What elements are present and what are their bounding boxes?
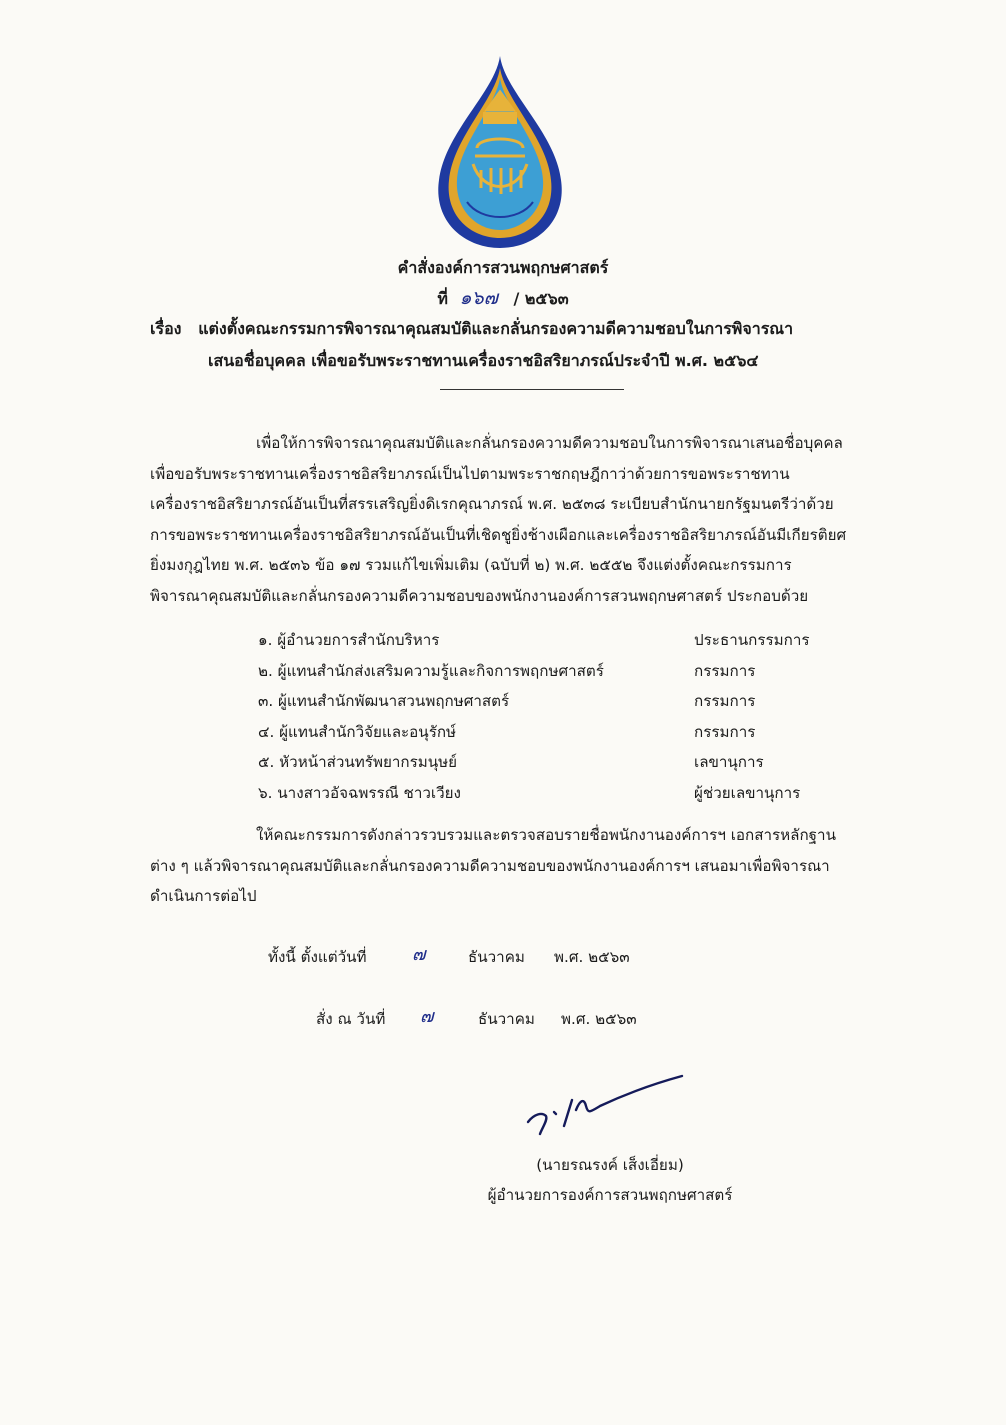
member-role: กรรมการ xyxy=(694,661,756,680)
instruction-paragraph xyxy=(150,820,860,912)
paragraph-line: ยิ่งมงกุฎไทย พ.ศ. ๒๕๓๖ ข้อ ๑๗ รวมแก้ไขเพิ่มเติม (ฉบับที่ ๒) พ.ศ. ๒๕๕๒ จึงแต่งตั้งคณะกรรมการ xyxy=(150,556,792,574)
member-name: ๒. ผู้แทนสำนักส่งเสริมความรู้และกิจการพฤกษศาสตร์ xyxy=(258,661,604,680)
member-role: กรรมการ xyxy=(694,692,756,710)
order-number-handwritten: ๑๖๗ xyxy=(459,287,498,309)
effective-month: ธันวาคม xyxy=(468,948,525,966)
member-role: ประธานกรรมการ xyxy=(694,631,810,649)
subject xyxy=(150,313,870,377)
order-number-prefix: ที่ xyxy=(437,289,448,308)
list-item xyxy=(258,656,858,687)
order-number xyxy=(0,283,1006,313)
paragraph-line: เพื่อขอรับพระราชทานเครื่องราชอิสริยาภรณ์เป็นไปตามพระราชกฤษฎีกาว่าด้วยการขอพระราชทาน xyxy=(150,464,790,483)
effective-day-handwritten: ๗ xyxy=(412,944,426,965)
list-item xyxy=(258,778,858,809)
member-name: ๓. ผู้แทนสำนักพัฒนาสวนพฤกษศาสตร์ xyxy=(258,692,510,710)
subject-label: เรื่อง xyxy=(150,319,182,338)
signer-name: (นายรณรงค์ เส็งเอี่ยม) xyxy=(536,1156,684,1174)
member-name: ๔. ผู้แทนสำนักวิจัยและอนุรักษ์ xyxy=(258,722,457,741)
member-name: ๑. ผู้อำนวยการสำนักบริหาร xyxy=(258,631,440,649)
signer-position: ผู้อำนวยการองค์การสวนพฤกษศาสตร์ xyxy=(487,1186,733,1204)
order-day-handwritten: ๗ xyxy=(420,1006,434,1027)
order-date-label: สั่ง ณ วันที่ xyxy=(316,1010,386,1028)
member-role: กรรมการ xyxy=(694,722,756,741)
paragraph-line: การขอพระราชทานเครื่องราชอิสริยาภรณ์อันเป็นที่เชิดชูยิ่งช้างเผือกและเครื่องราชอิสริยาภรณ์อันมีเกียรติยศ xyxy=(150,525,847,544)
member-name: ๖. นางสาวอัจฉพรรณี ชาวเวียง xyxy=(258,783,461,802)
paragraph-line: เครื่องราชอิสริยาภรณ์อันเป็นที่สรรเสริญยิ่งดิเรกคุณาภรณ์ พ.ศ. ๒๕๓๘ ระเบียบสำนักนายกรัฐมนตรีว่าด้วย xyxy=(150,495,834,513)
committee-members-list xyxy=(258,625,858,808)
paragraph-line: ให้คณะกรรมการดังกล่าวรวบรวมและตรวจสอบรายชื่อพนักงานองค์การฯ เอกสารหลักฐาน xyxy=(256,826,836,844)
list-item xyxy=(258,747,858,778)
document-title: คำสั่งองค์การสวนพฤกษศาสตร์ xyxy=(397,258,609,277)
order-number-year: / ๒๕๖๓ xyxy=(513,289,569,308)
paragraph-line: พิจารณาคุณสมบัติและกลั่นกรองความดีความชอบของพนักงานองค์การสวนพฤกษศาสตร์ ประกอบด้วย xyxy=(150,586,809,605)
member-role: ผู้ช่วยเลขานุการ xyxy=(694,783,801,802)
list-item xyxy=(258,625,858,656)
paragraph-line: เพื่อให้การพิจารณาคุณสมบัติและกลั่นกรองความดีความชอบในการพิจารณาเสนอชื่อบุคคล xyxy=(256,434,843,452)
order-year: พ.ศ. ๒๕๖๓ xyxy=(561,1010,637,1028)
effective-date-label: ทั้งนี้ ตั้งแต่วันที่ xyxy=(268,948,367,966)
effective-year: พ.ศ. ๒๕๖๓ xyxy=(554,948,630,966)
member-name: ๕. หัวหน้าส่วนทรัพยากรมนุษย์ xyxy=(258,753,458,771)
divider xyxy=(440,389,624,390)
list-item xyxy=(258,686,858,717)
member-role: เลขานุการ xyxy=(694,753,764,771)
paragraph-line: ดำเนินการต่อไป xyxy=(150,887,257,905)
order-month: ธันวาคม xyxy=(478,1010,535,1028)
subject-line-2: เสนอชื่อบุคคล เพื่อขอรับพระราชทานเครื่องราชอิสริยาภรณ์ประจำปี พ.ศ. ๒๕๖๔ xyxy=(208,351,759,370)
paragraph-line: ต่าง ๆ แล้วพิจารณาคุณสมบัติและกลั่นกรองความดีความชอบของพนักงานองค์การฯ เสนอมาเพื่อพิจารณา xyxy=(150,856,830,875)
signature-icon xyxy=(520,1070,690,1140)
list-item xyxy=(258,717,858,748)
botanical-garden-emblem-icon xyxy=(425,52,575,252)
subject-line-1: แต่งตั้งคณะกรรมการพิจารณาคุณสมบัติและกลั่นกรองความดีความชอบในการพิจารณา xyxy=(198,319,794,338)
intro-paragraph xyxy=(150,428,860,611)
